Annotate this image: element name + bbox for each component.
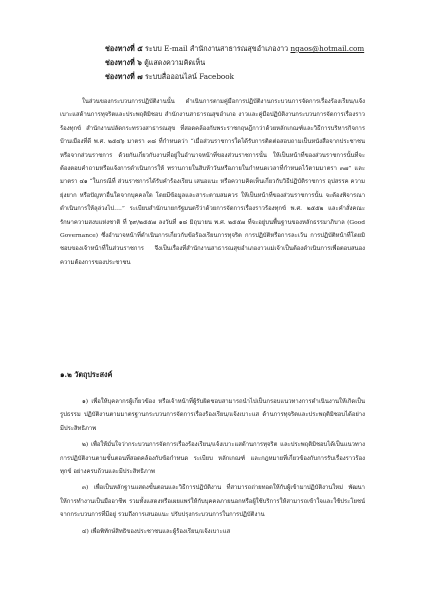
objective-item: ๑) เพื่อให้บุคลากรผู้เกี่ยวข้อง หรือเจ้าหน้าที่ผู้รับผิดชอบสามารถนำไปเป็นกรอบแนวทางการดำเนินงานให้เกิดเป็นรูปธรรม ปฏิบัติงานตามมาตรฐานกระบวนการจัดการเรื่องร้องเรียน/แจ้งเบาะแส ด้านการทุจริตและประพฤติมิชอบได้อย่างมีประสิทธิภาพ — [60, 399, 365, 432]
objective-item: ๔) เพื่อพิทักษ์สิทธิของประชาชนและผู้ร้องเรียน/แจ้งเบาะแส — [82, 528, 231, 535]
channel-6 — [105, 56, 405, 70]
contact-channels — [105, 42, 405, 84]
channel-number: ช่องทางที่ ๗ — [105, 72, 143, 81]
email-link[interactable]: ngaos@hotmail.com — [290, 44, 365, 53]
paragraph: ในส่วนของกระบวนการปฏิบัติงานนั้น ดำเนินการตามคู่มือการปฏิบัติงานกระบวนการจัดการเรื่องร้องเรียน/แจ้งเบาะแสด้านการทุจริตและประพฤติมิชอบ สำนักงานสาธารณสุขอำเภอ งาวและคู่มือปฏิบัติงานกระบวนการจัดการเรื่องราวร้องทุกข์ สำนักงานปลัดกระทรวงสาธารณสุข ที่สอดคล้องกับพระราชกฤษฎีกาว่าด้วยหลักเกณฑ์และวิธีการบริหารกิจการบ้านเมืองที่ดี พ.ศ. ๒๕๔๖ มาตรา ๓๘ ที่กำหนดว่า “เมื่อส่วนราชการใดได้รับการติดต่อสอบถามเป็นหนังสือจากประชาชน หรือจากส่วนราชการ ด้วยกันเกี่ยวกับงานที่อยู่ในอำนาจหน้าที่ของส่วนราชการนั้น ให้เป็นหน้าที่ของส่วนราชการนั้นที่จะต้องตอบคำถามหรือแจ้งการดำเนินการให้ ทราบภายในสิบห้าวันหรือภายในกำหนดเวลาที่กำหนดไว้ตามมาตรา ๓๗” และ มาตรา ๔๑ “ในกรณีที่ ส่วนราชการได้รับคำร้องเรียน เสนอแนะ หรือความคิดเห็นเกี่ยวกับวิธีปฏิบัติราชการ อุปสรรค ความยุ่งยาก หรือปัญหาอื่นใดจากบุคคลใด โดยมีข้อมูลและสาระตามสมควร ให้เป็นหน้าที่ของส่วนราชการนั้น จะต้องพิจารณาดำเนินการให้ลุล่วงไป….” ระเบียบสำนักนายกรัฐมนตรีว่าด้วยการจัดการเรื่องราวร้องทุกข์ พ.ศ. ๒๕๕๒ และคำสั่งคณะรักษาความสงบแห่งชาติ ที่ ๖๙/๒๕๕๗ ลงวันที่ ๑๘ มิถุนายน พ.ศ. ๒๕๕๗ ที่จะอยู่บนพื้นฐานของหลักธรรมาภิบาล (Good Governance) ซึ่งอำนาจหน้าที่ดำเนินการเกี่ยวกับข้อร้องเรียนการทุจริต การปฏิบัติหรือการละเว้น การปฏิบัติหน้าที่โดยมิชอบของเจ้าหน้าที่ในส่วนราชการ จึงเป็นเรื่องที่สำนักงานสาธารณสุขอำเภองาวแม่เจ้าเป็นต้องดำเนินการเพื่อตอบสนองความต้องการของประชาชน — [60, 99, 365, 266]
channel-text: ระบบสื่อออนไลน์ Facebook — [144, 72, 234, 81]
channel-number: ช่องทางที่ ๕ — [105, 44, 143, 53]
procedure-paragraph — [60, 96, 365, 270]
channel-number: ช่องทางที่ ๖ — [105, 58, 142, 67]
objective-item: ๒) เพื่อให้มั่นใจว่ากระบวนการจัดการเรื่องร้องเรียน/แจ้งเบาะแสด้านการทุจริต และประพฤติมิชอบได้เป็นแนวทางการปฏิบัติงานตามขั้นตอนที่สอดคล้องกับข้อกำหนด ระเบียบ หลักเกณฑ์ และกฎหมายที่เกี่ยวข้องกับการรับเรื่องราวร้องทุกข์ อย่างครบถ้วนและมีประสิทธิภาพ — [60, 442, 365, 476]
section-title: ๑.๒ วัตถุประสงค์ — [60, 370, 113, 379]
channel-text: ตู้แสดงความคิดเห็น — [144, 58, 206, 67]
channel-5 — [105, 42, 405, 56]
channel-text: ระบบ E-mail สำนักงานสาธารณสุขอำเภองาว — [144, 44, 289, 53]
objective-item: ๓) เพื่อเป็นหลักฐานแสดงขั้นตอนและวิธีการปฏิบัติงาน ที่สามารถถ่ายทอดให้กับผู้เข้ามาปฏิบัติงานใหม่ พัฒนาให้การทำงานเป็นมืออาชีพ รวมทั้งแสดงหรือเผยแพร่ให้กับบุคคลภายนอกหรือผู้ใช้บริการให้สามารถเข้าใจและใช้ประโยชน์จากกระบวนการที่มีอยู่ รวมถึงการเสนอแนะ ปรับปรุงกระบวนการในการปฏิบัติงาน — [60, 485, 365, 519]
channel-7 — [105, 70, 405, 84]
objectives-list — [60, 396, 365, 542]
